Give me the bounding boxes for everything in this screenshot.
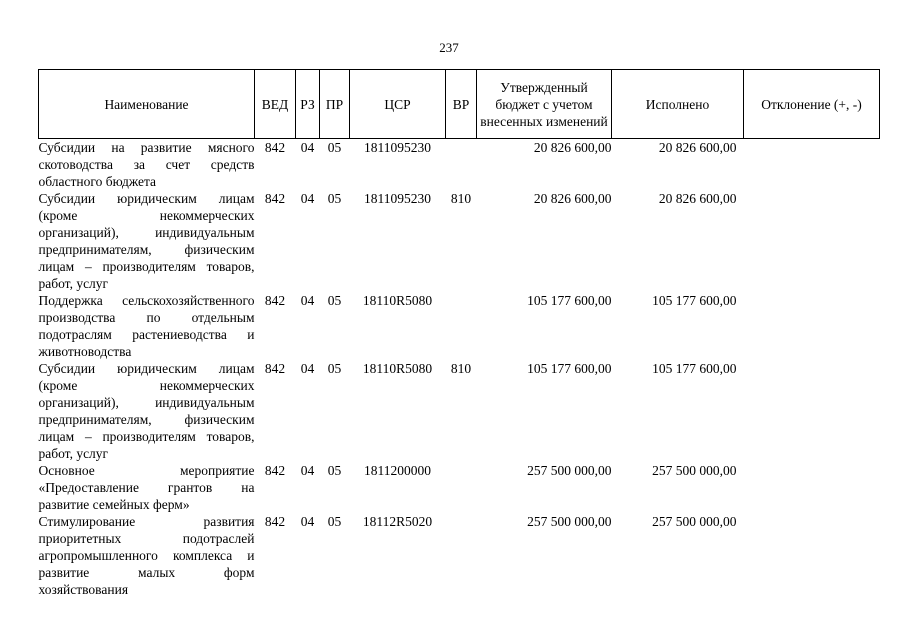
row-rz: 04	[300, 463, 315, 478]
header-approved: Утвержденный бюджет с учетом внесенных изменений	[477, 70, 612, 139]
row-executed: 20 826 600,00	[658, 191, 737, 206]
row-executed: 257 500 000,00	[652, 463, 737, 478]
header-executed: Исполнено	[612, 70, 744, 139]
row-approved: 257 500 000,00	[527, 514, 612, 529]
header-ved: ВЕД	[255, 70, 296, 139]
row-csr: 1811095230	[364, 191, 431, 206]
row-approved: 105 177 600,00	[527, 293, 612, 308]
row-ved: 842	[264, 140, 286, 155]
row-deviation	[744, 513, 880, 598]
row-csr: 18110R5080	[362, 293, 433, 308]
row-rz: 04	[300, 191, 315, 206]
row-ved: 842	[264, 361, 286, 376]
row-approved: 105 177 600,00	[527, 361, 612, 376]
row-executed: 20 826 600,00	[658, 140, 737, 155]
header-name: Наименование	[39, 70, 255, 139]
row-approved: 20 826 600,00	[533, 140, 612, 155]
header-deviation: Отклонение (+, -)	[744, 70, 880, 139]
row-executed: 105 177 600,00	[652, 361, 737, 376]
row-name: Поддержка сельскохозяйственного производства по отдельным подотраслям растениеводства и животноводства	[38, 293, 255, 359]
row-vr	[446, 139, 477, 191]
row-approved: 20 826 600,00	[533, 191, 612, 206]
table-row	[39, 292, 880, 360]
row-deviation	[744, 292, 880, 360]
row-vr	[446, 462, 477, 513]
row-name: Субсидии юридическим лицам (кроме некоммерческих организаций), индивидуальным предпринимателям, физическим лицам – производителям товаров, работ, услуг	[38, 191, 255, 291]
row-name: Основное мероприятие «Предоставление грантов на развитие семейных ферм»	[38, 463, 255, 512]
row-csr: 1811200000	[364, 463, 431, 478]
table-row	[39, 139, 880, 191]
row-pr: 05	[327, 191, 342, 206]
table-row	[39, 513, 880, 598]
row-vr: 810	[450, 191, 472, 206]
row-deviation	[744, 360, 880, 462]
row-deviation	[744, 190, 880, 292]
row-csr: 1811095230	[364, 140, 431, 155]
header-pr: ПР	[320, 70, 350, 139]
row-ved: 842	[264, 293, 286, 308]
table-row	[39, 190, 880, 292]
row-vr	[446, 513, 477, 598]
row-rz: 04	[300, 140, 315, 155]
row-rz: 04	[300, 361, 315, 376]
row-csr: 18112R5020	[362, 514, 433, 529]
header-vr: ВР	[446, 70, 477, 139]
table-row	[39, 462, 880, 513]
row-executed: 257 500 000,00	[652, 514, 737, 529]
budget-table	[38, 69, 880, 598]
row-name: Стимулирование развития приоритетных подотраслей агропромышленного комплекса и развитие малых форм хозяйствования	[38, 514, 255, 597]
row-name: Субсидии на развитие мясного скотоводства за счет средств областного бюджета	[38, 140, 255, 189]
header-rz: РЗ	[296, 70, 320, 139]
page-number: 237	[439, 40, 459, 55]
row-executed: 105 177 600,00	[652, 293, 737, 308]
table-row	[39, 360, 880, 462]
row-name: Субсидии юридическим лицам (кроме некоммерческих организаций), индивидуальным предпринимателям, физическим лицам – производителям товаров, работ, услуг	[38, 361, 255, 461]
row-pr: 05	[327, 293, 342, 308]
row-ved: 842	[264, 463, 286, 478]
row-approved: 257 500 000,00	[527, 463, 612, 478]
header-row	[39, 70, 880, 139]
row-rz: 04	[300, 293, 315, 308]
row-pr: 05	[327, 463, 342, 478]
row-pr: 05	[327, 361, 342, 376]
row-deviation	[744, 462, 880, 513]
header-csr: ЦСР	[350, 70, 446, 139]
row-rz: 04	[300, 514, 315, 529]
row-pr: 05	[327, 514, 342, 529]
row-ved: 842	[264, 191, 286, 206]
row-deviation	[744, 139, 880, 191]
row-pr: 05	[327, 140, 342, 155]
row-ved: 842	[264, 514, 286, 529]
row-vr: 810	[450, 361, 472, 376]
row-csr: 18110R5080	[362, 361, 433, 376]
row-vr	[446, 292, 477, 360]
